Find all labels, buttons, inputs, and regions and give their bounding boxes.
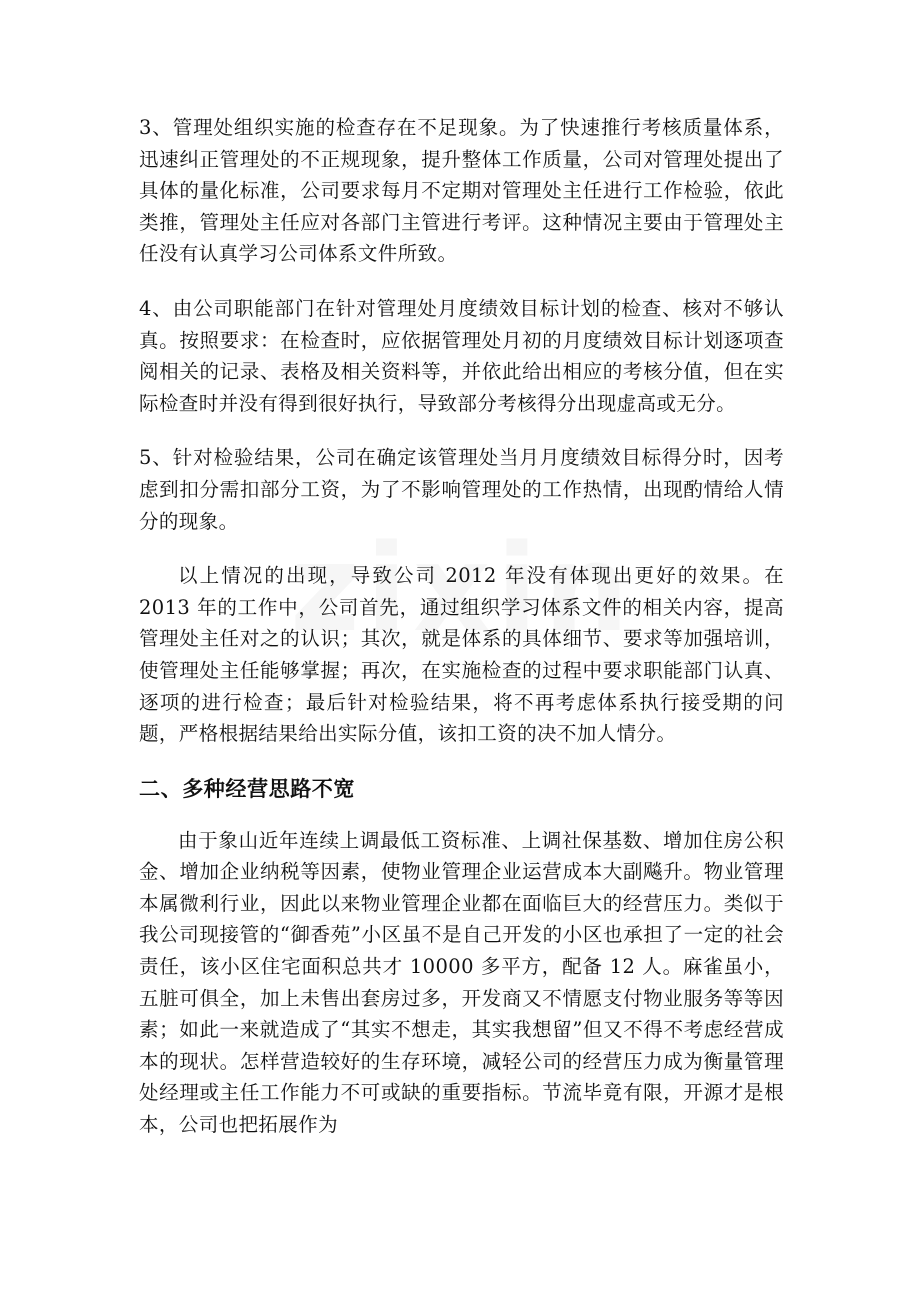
section-heading: 二、多种经营思路不宽 xyxy=(139,776,355,801)
paragraph-item-4: 4、由公司职能部门在针对管理处月度绩效目标计划的检查、核对不够认真。按照要求：在检查时，应依据管理处月初的月度绩效目标计划逐项查阅相关的记录、表格及相关资料等，并依此给出相应的考核分值，但在实际检查时并没有得到很好执行，导致部分考核得分出现虚高或无分。 xyxy=(139,296,784,415)
document-body xyxy=(139,112,784,1164)
paragraph-item-5: 5、针对检验结果，公司在确定该管理处当月月度绩效目标得分时，因考虑到扣分需扣部分工资，为了不影响管理处的工作热情，出现酌情给人情分的现象。 xyxy=(139,446,784,533)
section-paragraph: 由于象山近年连续上调最低工资标准、上调社保基数、增加住房公积金、增加企业纳税等因素，使物业管理企业运营成本大副飚升。物业管理本属微利行业，因此以来物业管理企业都在面临巨大的经营压力。类似于我公司现接管的“御香苑”小区虽不是自己开发的小区也承担了一定的社会责任，该小区住宅面积总共才 10000 多平方，配备 12 人。麻雀虽小，五脏可俱全，加上未售出套房过多，开发商又不情愿支付物业服务等等因素；如此一来就造成了“其实不想走，其实我想留”但又不得不考虑经营成本的现状。怎样营造较好的生存环境，减轻公司的经营压力成为衡量管理处经理或主任工作能力不可或缺的重要指标。节流毕竟有限，开源才是根本，公司也把拓展作为 xyxy=(139,828,784,1137)
paragraph-item-3: 3、管理处组织实施的检查存在不足现象。为了快速推行考核质量体系，迅速纠正管理处的不正规现象，提升整体工作质量，公司对管理处提出了具体的量化标准，公司要求每月不定期对管理处主任进行工作检验，依此类推，管理处主任应对各部门主管进行考评。这种情况主要由于管理处主任没有认真学习公司体系文件所致。 xyxy=(139,116,784,266)
summary-paragraph: 以上情况的出现，导致公司 2012 年没有体现出更好的效果。在 2013 年的工作中，公司首先，通过组织学习体系文件的相关内容，提高管理处主任对之的认识；其次，就是体系的具体细节、要求等加强培训，使管理处主任能够掌握；再次，在实施检查的过程中要求职能部门认真、逐项的进行检查；最后针对检验结果，将不再考虑体系执行接受期的问题，严格根据结果给出实际分值，该扣工资的决不加人情分。 xyxy=(139,564,784,746)
